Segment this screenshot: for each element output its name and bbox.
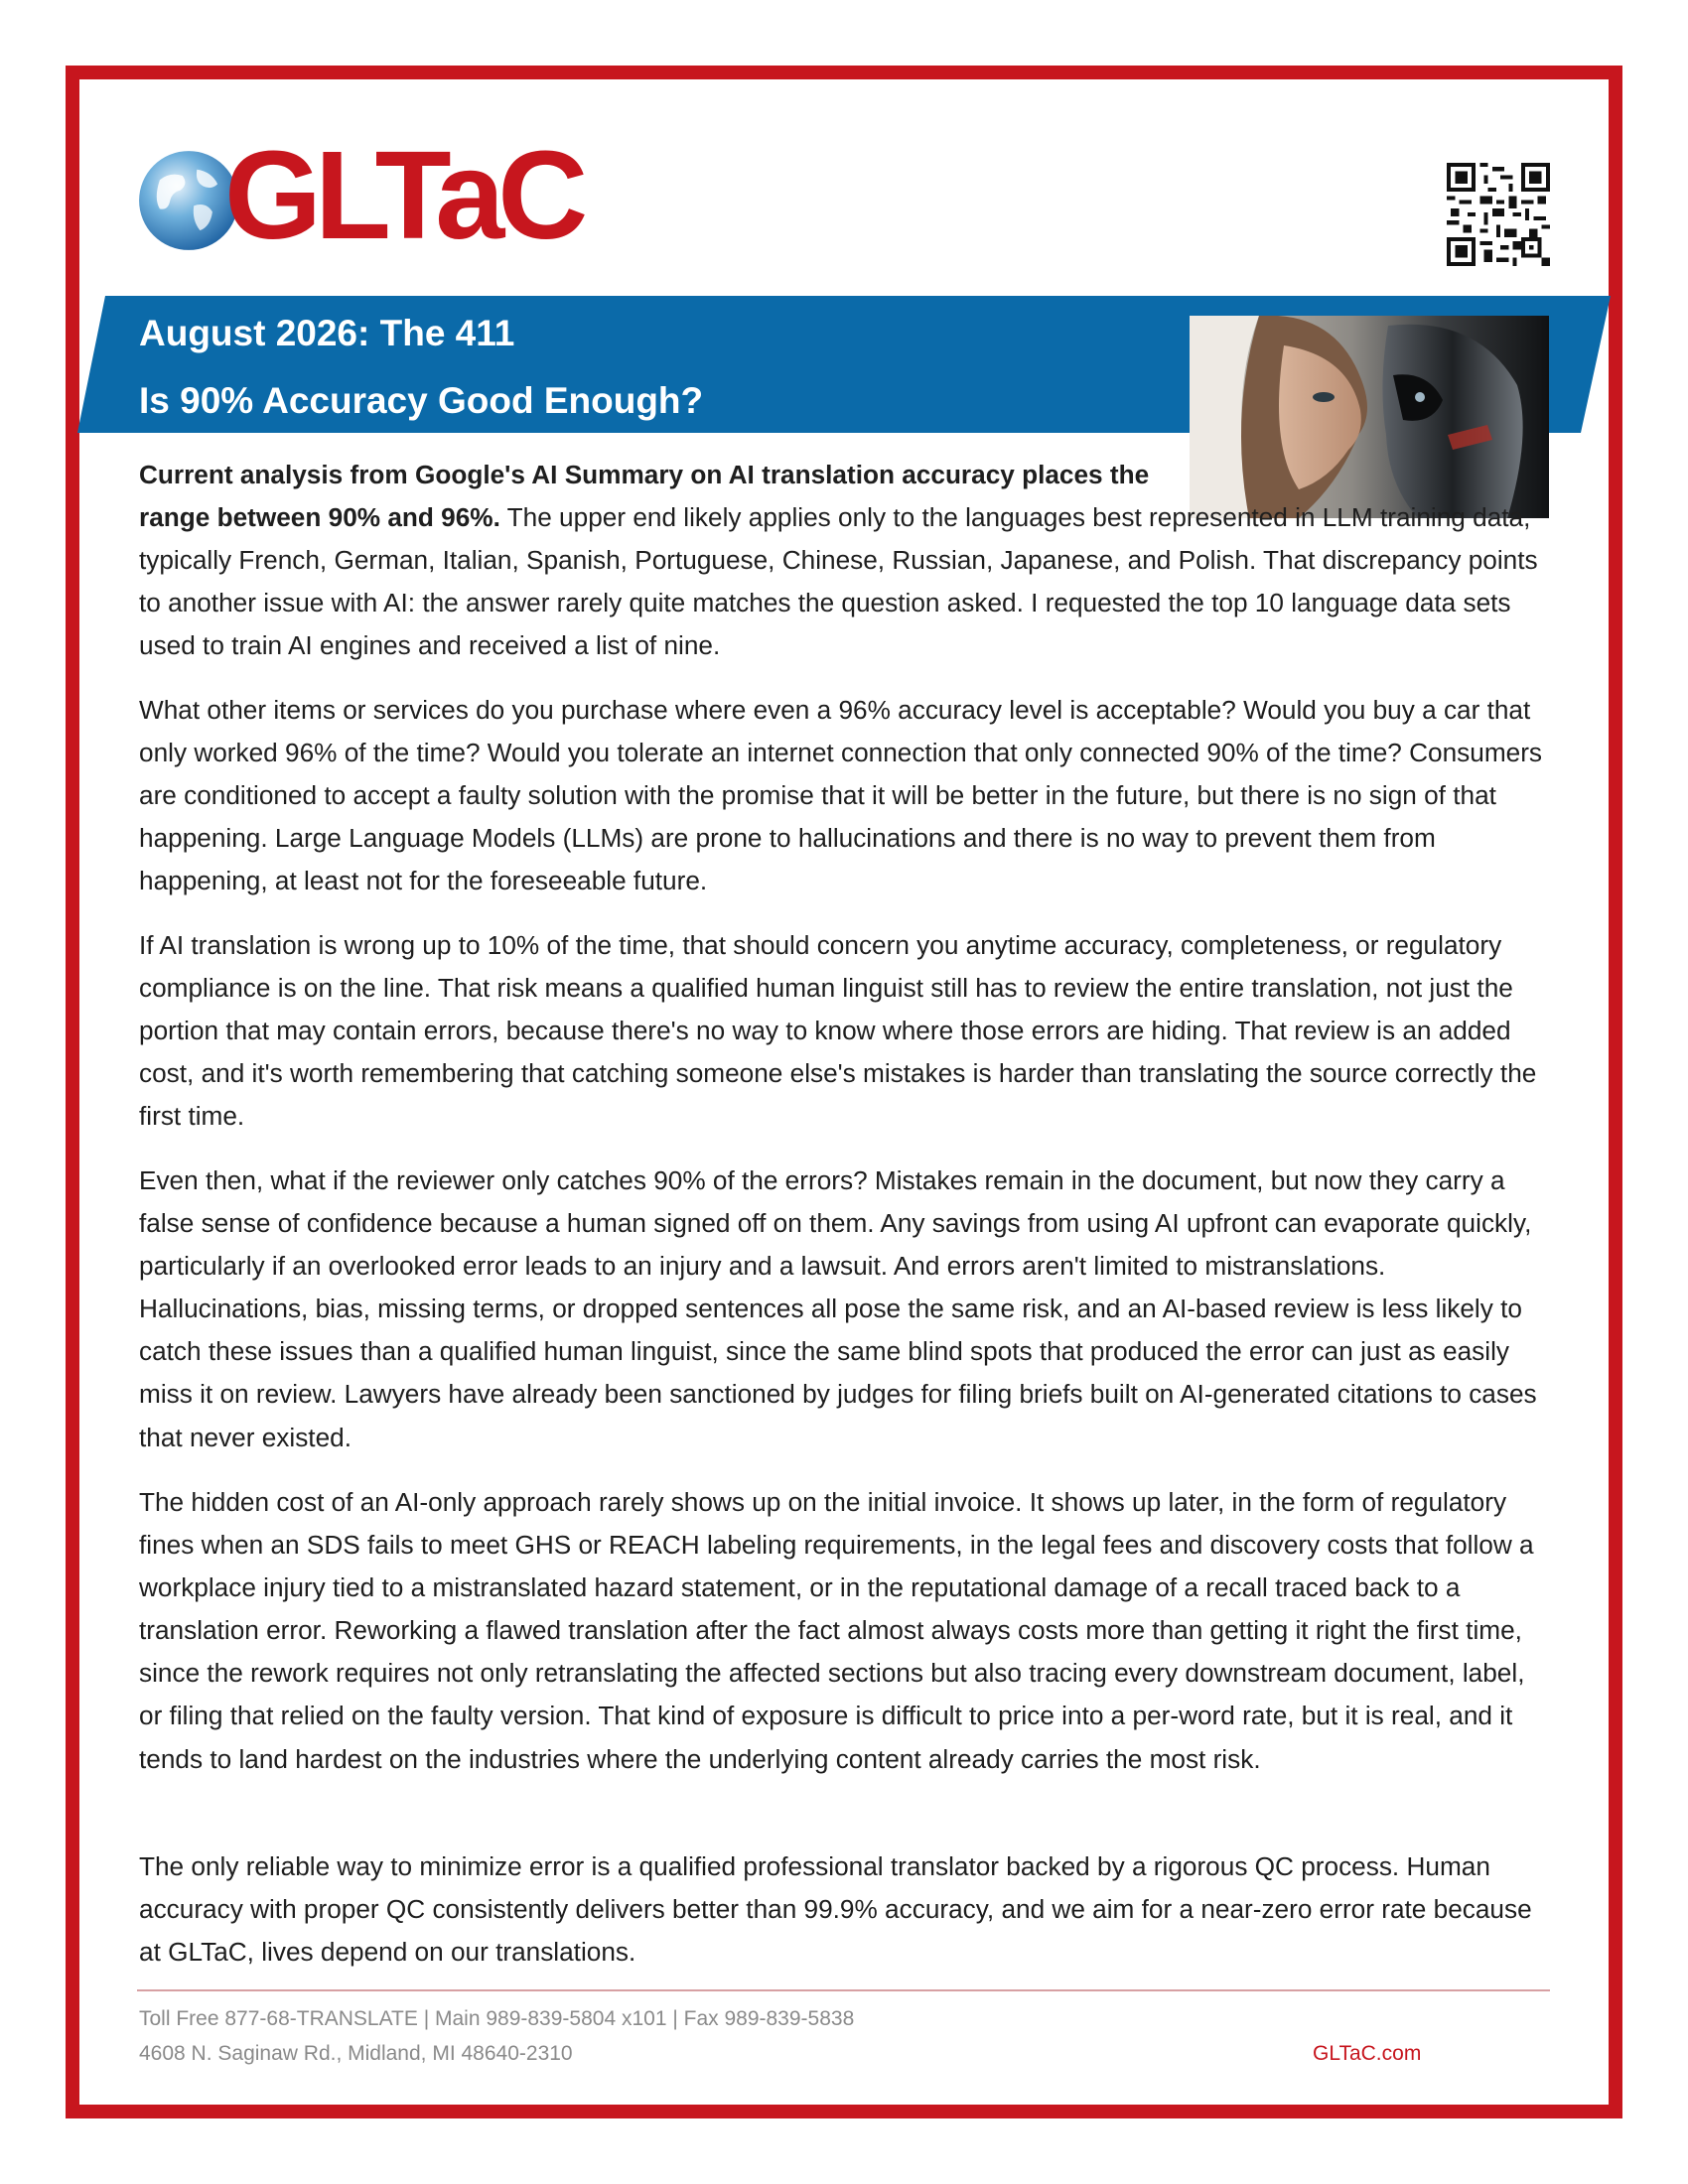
article-paragraph-1: [139, 454, 1549, 667]
newsletter-title: August 2026: The 411: [139, 313, 515, 353]
qr-code-icon[interactable]: [1447, 163, 1550, 266]
footer-contact-numbers: Toll Free 877-68-TRANSLATE | Main 989-839-5804 x101 | Fax 989-839-5838: [139, 2007, 855, 2030]
article-paragraph-5: The hidden cost of an AI-only approach rarely shows up on the initial invoice. It shows up later, in the form of regulatory fines when an SDS fails to meet GHS or REACH labeling requirements, in the legal fees and discovery costs that follow a workplace injury tied to a mistranslated hazard statement, or in the reputational damage of a recall traced back to a translation error. Reworking a flawed translation after the fact almost always costs more than getting it right the first time, since the rework requires not only retranslating the affected sections but also tracing every downstream document, label, or filing that relied on the faulty version. That kind of exposure is difficult to price into a per-word rate, but it is real, and it tends to land hardest on the industries where the underlying content already carries the most risk.: [139, 1487, 1534, 1774]
article-headline: Is 90% Accuracy Good Enough?: [139, 380, 704, 421]
lead-sentence-line-2: range between 90% and 96%.: [139, 502, 500, 533]
paragraph-1-body: The upper end likely applies only to the languages best represented in LLM training data, typically French, German, Italian, Spanish, Portuguese, Chinese, Russian, Japanese, and Polish. That discrepancy points to another issue with AI: the answer rarely quite matches the question asked. I requested the top 10 language data sets used to train AI engines and received a list of nine.: [139, 502, 1538, 661]
footer-address: 4608 N. Saginaw Rd., Midland, MI 48640-2310: [139, 2042, 573, 2065]
article-paragraph-6: The only reliable way to minimize error is a qualified professional translator backed by a rigorous QC process. Human accuracy with proper QC consistently delivers better than 99.9% accuracy, and we aim for a near-zero error rate because at GLTaC, lives depend on our translations.: [139, 1851, 1532, 1968]
lead-sentence-line-1: Current analysis from Google's AI Summary on AI translation accuracy places the: [139, 460, 1150, 489]
article-paragraph-3: If AI translation is wrong up to 10% of the time, that should concern you anytime accuracy, completeness, or regulatory compliance is on the line. That risk means a qualified human linguist still has to review the entire translation, not just the portion that may contain errors, because there's no way to know where those errors are hiding. That review is an added cost, and it's worth remembering that catching someone else's mistakes is harder than translating the source correctly the first time.: [139, 930, 1537, 1132]
article-paragraph-4: Even then, what if the reviewer only catches 90% of the errors? Mistakes remain in the document, but now they carry a false sense of confidence because a human signed off on them. Any savings from using AI upfront can evaporate quickly, particularly if an overlooked error leads to an injury and a lawsuit. And errors aren't limited to mistranslations. Hallucinations, bias, missing terms, or dropped sentences all pose the same risk, and an AI-based review is less likely to catch these issues than a qualified human linguist, since the same blind spots that produced the error can just as easily miss it on review. Lawyers have already been sanctioned by judges for filing briefs built on AI-generated citations to cases that never existed.: [139, 1165, 1537, 1452]
website-link[interactable]: GLTaC.com: [1313, 2042, 1422, 2065]
gltac-logo[interactable]: [137, 125, 582, 265]
logo-wordmark: GLTaC: [224, 125, 582, 265]
article-paragraph-2: What other items or services do you purchase where even a 96% accuracy level is acceptable? Would you buy a car that only worked 96% of the time? Would you tolerate an internet connection that only connected 90% of the time? Consumers are conditioned to accept a faulty solution with the promise that it will be better in the future, but there is no sign of that happening. Large Language Models (LLMs) are prone to hallucinations and there is no way to prevent them from happening, at least not for the foreseeable future.: [139, 695, 1543, 896]
footer-divider: [137, 1989, 1550, 1991]
